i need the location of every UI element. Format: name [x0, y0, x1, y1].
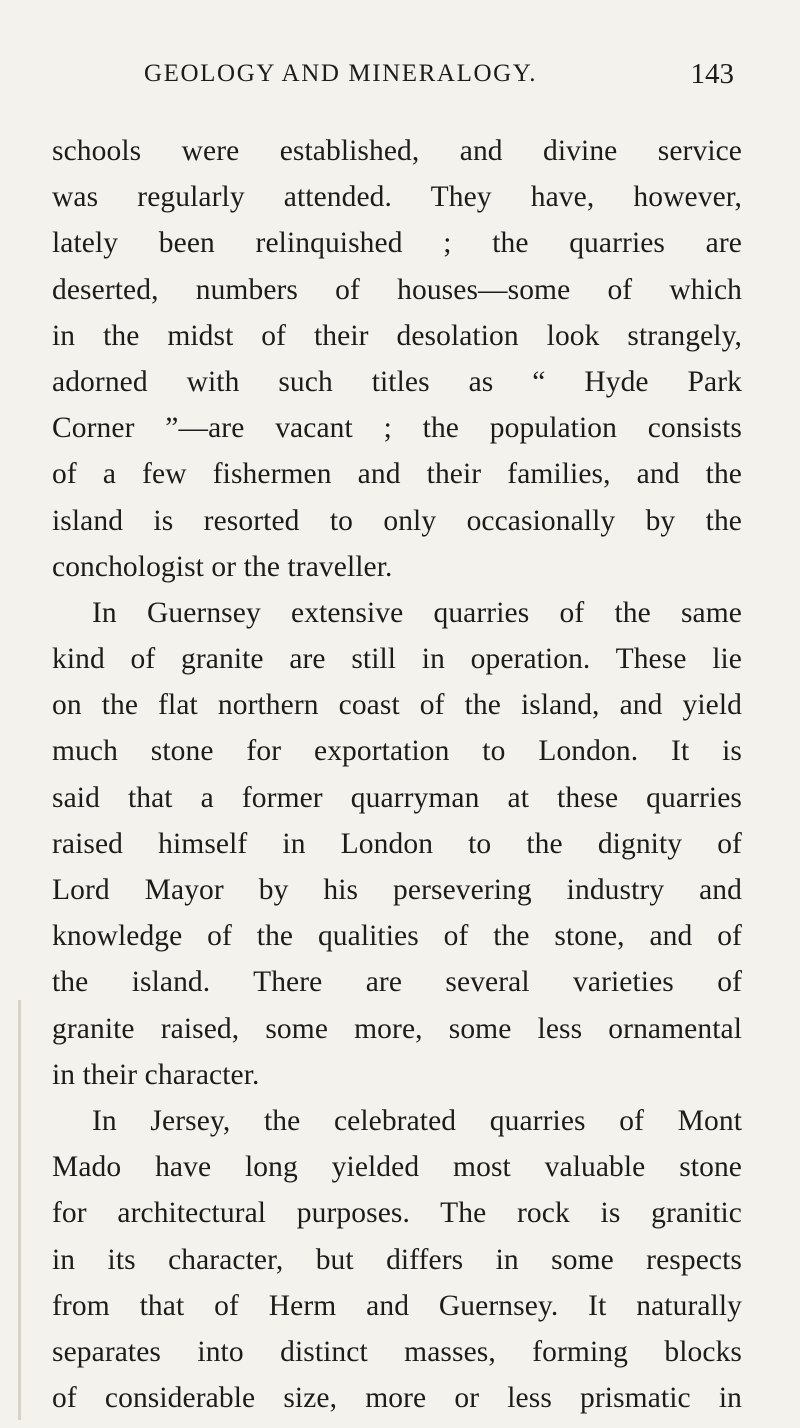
text-line: said that a former quarryman at these quarries [52, 781, 742, 814]
text-line: on the flat northern coast of the island, and yield [52, 689, 742, 722]
page-number: 143 [690, 58, 734, 90]
text-line: in its character, but differs in some respects [52, 1243, 742, 1276]
text-line: Lord Mayor by his persevering industry and [52, 874, 742, 906]
text-line: kind of granite are still in operation. These lie [52, 643, 742, 676]
text-line: schools were established, and divine service [52, 135, 742, 167]
text-line: adorned with such titles as “ Hyde Park [52, 365, 742, 398]
text-line: conchologist or the traveller. [52, 550, 393, 583]
text-line: of a few fishermen and their families, and the [52, 458, 742, 491]
text-line: In Jersey, the celebrated quarries of Mont [92, 1104, 742, 1137]
text-line: Mado have long yielded most valuable stone [52, 1151, 742, 1184]
text-line: deserted, numbers of houses—some of which [52, 273, 742, 306]
text-line: the island. There are several varieties of [52, 966, 742, 999]
text-line: of considerable size, more or less prismatic in [52, 1382, 742, 1415]
text-line: knowledge of the qualities of the stone, and of [52, 920, 742, 953]
text-line: separates into distinct masses, forming blocks [52, 1335, 742, 1368]
text-line: in their character. [52, 1058, 260, 1091]
text-line: island is resorted to only occasionally by the [52, 504, 742, 537]
text-line: granite raised, some more, some less ornamental [52, 1012, 742, 1045]
text-line: in the midst of their desolation look strangely, [52, 319, 742, 352]
running-head [144, 60, 734, 100]
running-title: GEOLOGY AND MINERALOGY. [144, 60, 538, 87]
text-line: Corner ”—are vacant ; the population consists [52, 412, 742, 445]
body-text [52, 128, 742, 1421]
text-line: from that of Herm and Guernsey. It naturally [52, 1289, 742, 1322]
text-line: lately been relinquished ; the quarries are [52, 227, 742, 260]
text-line: In Guernsey extensive quarries of the same [92, 596, 742, 629]
text-line: much stone for exportation to London. It is [52, 735, 742, 768]
binding-shadow [18, 1000, 21, 1420]
text-line: raised himself in London to the dignity of [52, 827, 742, 860]
text-line: for architectural purposes. The rock is granitic [52, 1197, 742, 1230]
text-line: was regularly attended. They have, however, [52, 181, 742, 214]
